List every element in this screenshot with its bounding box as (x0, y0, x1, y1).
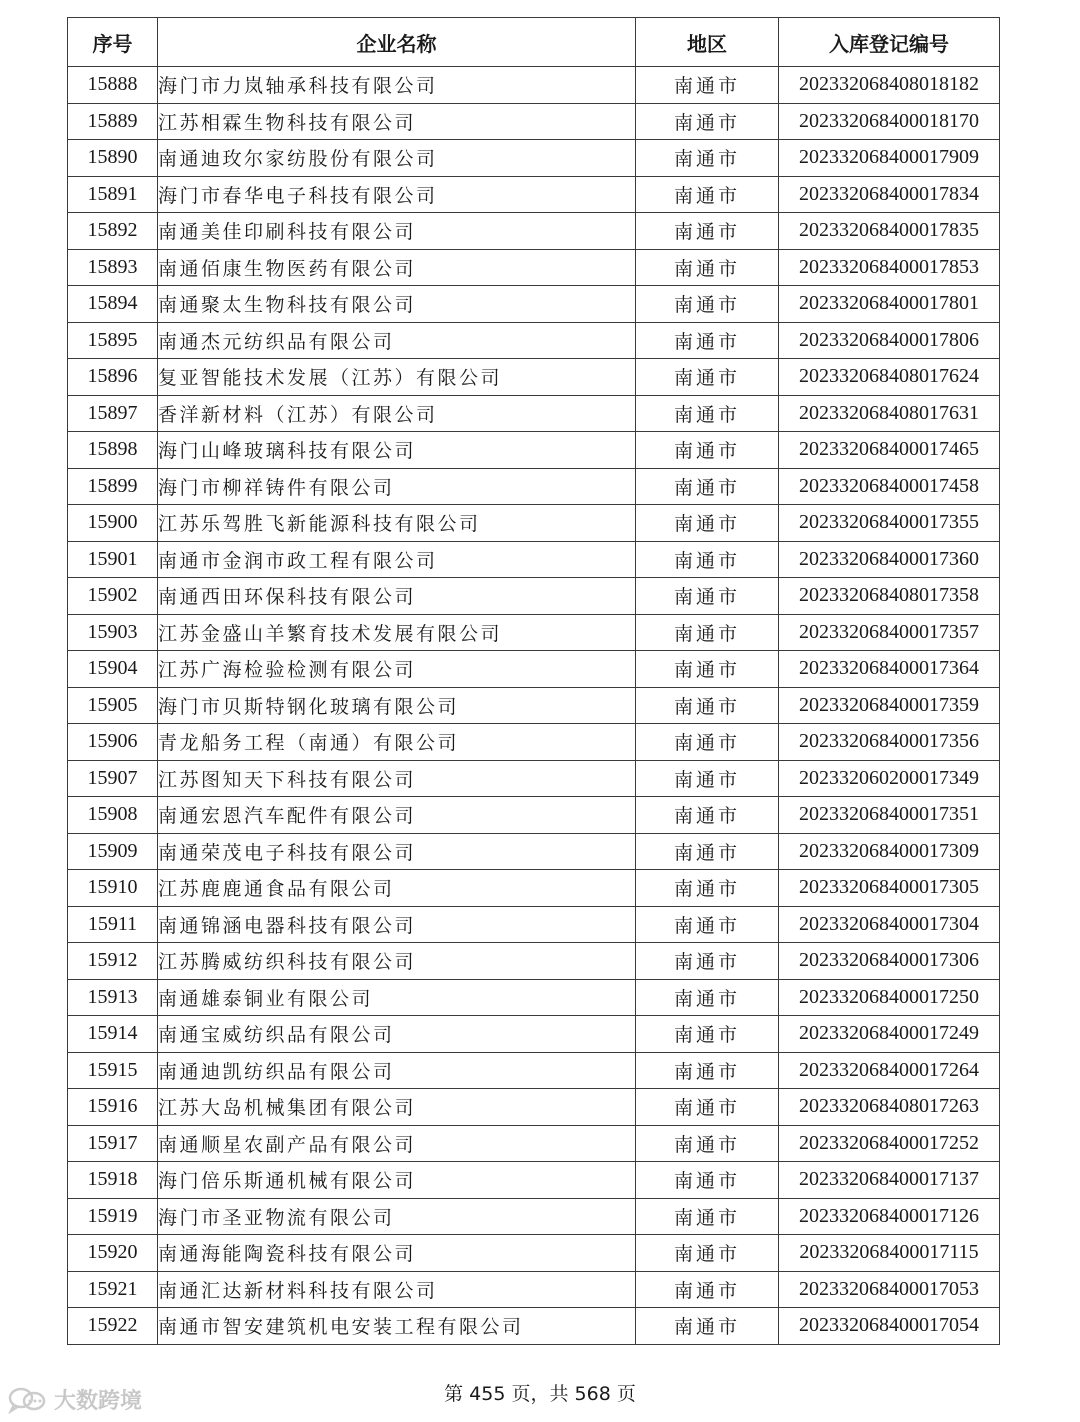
row-seq: 15920 (68, 1235, 158, 1272)
row-region: 南通市 (636, 395, 779, 432)
table-row (68, 833, 1000, 870)
row-company-name: 江苏相霖生物科技有限公司 (158, 103, 636, 140)
table-row (68, 760, 1000, 797)
row-registration-code: 202332068400017309 (779, 833, 1000, 870)
table-body (68, 67, 1000, 1345)
table-row (68, 286, 1000, 323)
row-region: 南通市 (636, 1235, 779, 1272)
row-seq: 15888 (68, 67, 158, 104)
table-row (68, 943, 1000, 980)
row-registration-code: 202332068408017624 (779, 359, 1000, 396)
row-company-name: 南通美佳印刷科技有限公司 (158, 213, 636, 250)
row-registration-code: 202332068408017358 (779, 578, 1000, 615)
row-region: 南通市 (636, 249, 779, 286)
page-number: 第 455 页，共 568 页 (444, 1383, 636, 1405)
table-row (68, 906, 1000, 943)
row-region: 南通市 (636, 724, 779, 761)
table-row (68, 724, 1000, 761)
row-region: 南通市 (636, 505, 779, 542)
row-seq: 15917 (68, 1125, 158, 1162)
header-company-name: 企业名称 (158, 18, 636, 67)
chat-bubbles-icon (8, 1386, 48, 1414)
row-company-name: 江苏大岛机械集团有限公司 (158, 1089, 636, 1126)
row-registration-code: 202332068400017252 (779, 1125, 1000, 1162)
row-region: 南通市 (636, 67, 779, 104)
row-region: 南通市 (636, 286, 779, 323)
row-seq: 15912 (68, 943, 158, 980)
row-company-name: 南通西田环保科技有限公司 (158, 578, 636, 615)
row-seq: 15907 (68, 760, 158, 797)
table-row (68, 1125, 1000, 1162)
row-region: 南通市 (636, 687, 779, 724)
table-row (68, 1235, 1000, 1272)
row-region: 南通市 (636, 760, 779, 797)
table-row (68, 687, 1000, 724)
row-region: 南通市 (636, 943, 779, 980)
row-registration-code: 202332068400017249 (779, 1016, 1000, 1053)
row-registration-code: 202332068400017357 (779, 614, 1000, 651)
table-row (68, 322, 1000, 359)
table-row (68, 614, 1000, 651)
company-table (67, 17, 1000, 1345)
row-region: 南通市 (636, 176, 779, 213)
row-seq: 15904 (68, 651, 158, 688)
row-seq: 15903 (68, 614, 158, 651)
row-registration-code: 202332068400017359 (779, 687, 1000, 724)
row-registration-code: 202332068400017126 (779, 1198, 1000, 1235)
row-seq: 15919 (68, 1198, 158, 1235)
row-company-name: 南通顺星农副产品有限公司 (158, 1125, 636, 1162)
row-company-name: 海门山峰玻璃科技有限公司 (158, 432, 636, 469)
row-region: 南通市 (636, 979, 779, 1016)
row-region: 南通市 (636, 213, 779, 250)
row-registration-code: 202332068400017054 (779, 1308, 1000, 1345)
row-seq: 15908 (68, 797, 158, 834)
row-registration-code: 202332060200017349 (779, 760, 1000, 797)
row-registration-code: 202332068400017356 (779, 724, 1000, 761)
row-seq: 15915 (68, 1052, 158, 1089)
row-company-name: 海门市春华电子科技有限公司 (158, 176, 636, 213)
row-seq: 15898 (68, 432, 158, 469)
row-company-name: 海门市力岚轴承科技有限公司 (158, 67, 636, 104)
row-registration-code: 202332068400017355 (779, 505, 1000, 542)
row-company-name: 南通聚太生物科技有限公司 (158, 286, 636, 323)
row-registration-code: 202332068400017304 (779, 906, 1000, 943)
row-seq: 15890 (68, 140, 158, 177)
row-seq: 15901 (68, 541, 158, 578)
table-row (68, 1271, 1000, 1308)
row-region: 南通市 (636, 359, 779, 396)
table-row (68, 797, 1000, 834)
row-registration-code: 202332068408018182 (779, 67, 1000, 104)
row-region: 南通市 (636, 322, 779, 359)
row-registration-code: 202332068400017250 (779, 979, 1000, 1016)
table-row (68, 651, 1000, 688)
table-row (68, 213, 1000, 250)
table-row (68, 432, 1000, 469)
row-company-name: 南通荣茂电子科技有限公司 (158, 833, 636, 870)
table-row (68, 140, 1000, 177)
row-seq: 15913 (68, 979, 158, 1016)
row-company-name: 南通佰康生物医药有限公司 (158, 249, 636, 286)
row-registration-code: 202332068400017853 (779, 249, 1000, 286)
row-region: 南通市 (636, 103, 779, 140)
table-row (68, 1016, 1000, 1053)
table-row (68, 1052, 1000, 1089)
row-registration-code: 202332068400017835 (779, 213, 1000, 250)
row-registration-code: 202332068400017137 (779, 1162, 1000, 1199)
row-seq: 15914 (68, 1016, 158, 1053)
row-region: 南通市 (636, 797, 779, 834)
row-region: 南通市 (636, 651, 779, 688)
row-region: 南通市 (636, 906, 779, 943)
row-company-name: 香洋新材料（江苏）有限公司 (158, 395, 636, 432)
row-registration-code: 202332068400018170 (779, 103, 1000, 140)
row-company-name: 南通锦涵电器科技有限公司 (158, 906, 636, 943)
row-registration-code: 202332068400017306 (779, 943, 1000, 980)
header-seq: 序号 (68, 18, 158, 67)
row-company-name: 江苏广海检验检测有限公司 (158, 651, 636, 688)
row-region: 南通市 (636, 833, 779, 870)
table-row (68, 870, 1000, 907)
row-seq: 15906 (68, 724, 158, 761)
row-region: 南通市 (636, 432, 779, 469)
row-region: 南通市 (636, 870, 779, 907)
row-seq: 15921 (68, 1271, 158, 1308)
table-row (68, 359, 1000, 396)
row-seq: 15902 (68, 578, 158, 615)
row-region: 南通市 (636, 541, 779, 578)
row-region: 南通市 (636, 140, 779, 177)
table-row (68, 249, 1000, 286)
watermark (8, 1384, 142, 1415)
row-registration-code: 202332068400017053 (779, 1271, 1000, 1308)
row-registration-code: 202332068400017834 (779, 176, 1000, 213)
row-registration-code: 202332068400017351 (779, 797, 1000, 834)
row-registration-code: 202332068400017465 (779, 432, 1000, 469)
row-registration-code: 202332068400017801 (779, 286, 1000, 323)
table-row (68, 103, 1000, 140)
row-company-name: 南通市智安建筑机电安装工程有限公司 (158, 1308, 636, 1345)
row-registration-code: 202332068400017364 (779, 651, 1000, 688)
row-seq: 15896 (68, 359, 158, 396)
row-region: 南通市 (636, 468, 779, 505)
row-company-name: 南通迪凯纺织品有限公司 (158, 1052, 636, 1089)
row-company-name: 南通雄泰铜业有限公司 (158, 979, 636, 1016)
table-row (68, 578, 1000, 615)
row-company-name: 江苏图知天下科技有限公司 (158, 760, 636, 797)
row-region: 南通市 (636, 614, 779, 651)
row-company-name: 海门倍乐斯通机械有限公司 (158, 1162, 636, 1199)
row-company-name: 江苏乐驾胜飞新能源科技有限公司 (158, 505, 636, 542)
row-seq: 15895 (68, 322, 158, 359)
table-header (68, 18, 1000, 67)
row-company-name: 江苏鹿鹿通食品有限公司 (158, 870, 636, 907)
row-registration-code: 202332068400017458 (779, 468, 1000, 505)
row-region: 南通市 (636, 1198, 779, 1235)
header-registration-code: 入库登记编号 (779, 18, 1000, 67)
row-company-name: 南通迪玫尔家纺股份有限公司 (158, 140, 636, 177)
row-seq: 15918 (68, 1162, 158, 1199)
row-registration-code: 202332068400017115 (779, 1235, 1000, 1272)
row-seq: 15889 (68, 103, 158, 140)
row-region: 南通市 (636, 1162, 779, 1199)
row-company-name: 南通杰元纺织品有限公司 (158, 322, 636, 359)
row-region: 南通市 (636, 1271, 779, 1308)
row-company-name: 江苏腾威纺织科技有限公司 (158, 943, 636, 980)
row-registration-code: 202332068400017305 (779, 870, 1000, 907)
row-seq: 15897 (68, 395, 158, 432)
row-region: 南通市 (636, 1052, 779, 1089)
row-registration-code: 202332068408017631 (779, 395, 1000, 432)
row-seq: 15899 (68, 468, 158, 505)
row-region: 南通市 (636, 1308, 779, 1345)
row-registration-code: 202332068400017909 (779, 140, 1000, 177)
row-seq: 15910 (68, 870, 158, 907)
row-company-name: 青龙船务工程（南通）有限公司 (158, 724, 636, 761)
row-company-name: 海门市圣亚物流有限公司 (158, 1198, 636, 1235)
row-region: 南通市 (636, 1089, 779, 1126)
row-seq: 15909 (68, 833, 158, 870)
header-row (68, 18, 1000, 67)
header-region: 地区 (636, 18, 779, 67)
table-row (68, 1162, 1000, 1199)
row-company-name: 南通宝威纺织品有限公司 (158, 1016, 636, 1053)
row-registration-code: 202332068400017806 (779, 322, 1000, 359)
row-region: 南通市 (636, 578, 779, 615)
row-company-name: 复亚智能技术发展（江苏）有限公司 (158, 359, 636, 396)
row-seq: 15922 (68, 1308, 158, 1345)
row-company-name: 海门市柳祥铸件有限公司 (158, 468, 636, 505)
row-seq: 15905 (68, 687, 158, 724)
row-registration-code: 202332068408017263 (779, 1089, 1000, 1126)
row-company-name: 南通汇达新材料科技有限公司 (158, 1271, 636, 1308)
table-row (68, 395, 1000, 432)
table-row (68, 541, 1000, 578)
row-company-name: 海门市贝斯特钢化玻璃有限公司 (158, 687, 636, 724)
row-seq: 15911 (68, 906, 158, 943)
table-row (68, 1308, 1000, 1345)
table-row (68, 176, 1000, 213)
row-company-name: 江苏金盛山羊繁育技术发展有限公司 (158, 614, 636, 651)
row-registration-code: 202332068400017264 (779, 1052, 1000, 1089)
table-row (68, 67, 1000, 104)
row-seq: 15892 (68, 213, 158, 250)
row-seq: 15891 (68, 176, 158, 213)
table-row (68, 1198, 1000, 1235)
row-seq: 15916 (68, 1089, 158, 1126)
row-region: 南通市 (636, 1016, 779, 1053)
table-row (68, 1089, 1000, 1126)
table-row (68, 468, 1000, 505)
row-seq: 15894 (68, 286, 158, 323)
row-company-name: 南通市金润市政工程有限公司 (158, 541, 636, 578)
watermark-text: 大数跨境 (54, 1389, 143, 1414)
row-registration-code: 202332068400017360 (779, 541, 1000, 578)
row-region: 南通市 (636, 1125, 779, 1162)
row-company-name: 南通宏恩汽车配件有限公司 (158, 797, 636, 834)
row-seq: 15900 (68, 505, 158, 542)
table-row (68, 979, 1000, 1016)
table-row (68, 505, 1000, 542)
row-company-name: 南通海能陶瓷科技有限公司 (158, 1235, 636, 1272)
row-seq: 15893 (68, 249, 158, 286)
